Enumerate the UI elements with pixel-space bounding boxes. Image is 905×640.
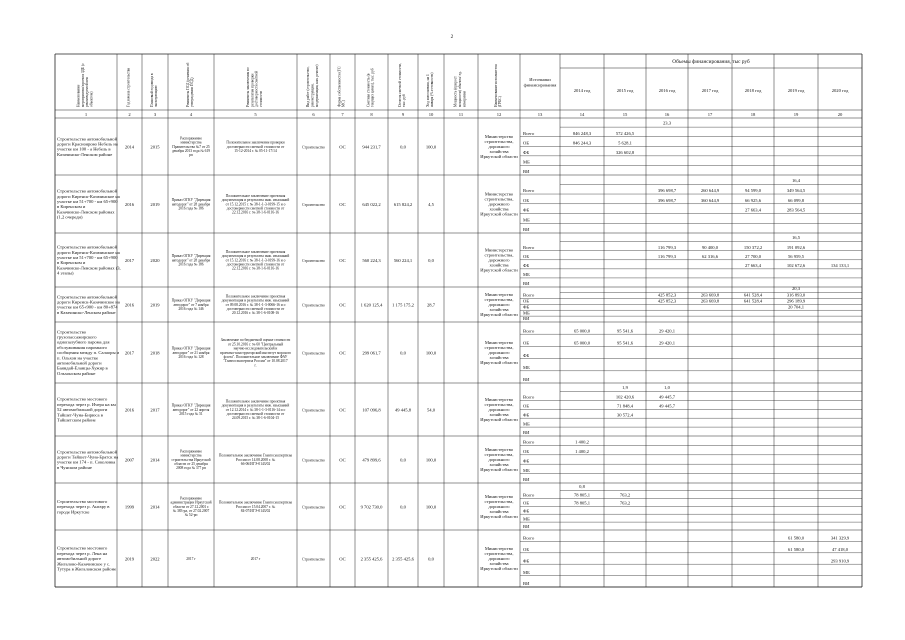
source-label: Всего bbox=[523, 244, 535, 250]
work-type: Строительство bbox=[302, 458, 325, 463]
psd-details: Приказ ОГКУ "Дирекция автодорог" от 28 декабря 2016 года № 186 bbox=[171, 198, 211, 211]
psd-details: Приказ ОГКУ "Дирекция автодорог" от 28 декабря 2016 года № 186 bbox=[171, 254, 211, 267]
expertise-details: Положительное заключение Главгосэкспертизы России от 15.04.2007 г. № 84-07/ИГЭ-0143/02 bbox=[218, 500, 293, 513]
column-number-16: 16 bbox=[664, 112, 670, 117]
source-label: ОБ bbox=[523, 547, 529, 552]
executor-name: Министерство строительства, дорожного хозяйства Иркутской области bbox=[480, 340, 518, 365]
column-number-11: 11 bbox=[458, 112, 464, 117]
end-year: 2015 bbox=[150, 144, 160, 150]
funding-value: 150 372,2 bbox=[743, 244, 763, 250]
year-header-4: 2017 год bbox=[701, 88, 719, 93]
funding-value: 47 418,0 bbox=[831, 547, 849, 552]
source-label: МБ bbox=[523, 421, 530, 427]
work-type: Строительство bbox=[302, 145, 325, 150]
start-year: 2019 bbox=[124, 556, 135, 562]
project-name: Строительство грузопассажирского однопалубного парома для обслуживания паромного сообщения между п. Салаоры и п. Ольхон на участке автомобильной дороги Баяндай-Еланцы-Хужир в Ольхонском районе bbox=[57, 329, 120, 376]
funding-value: 5 628,1 bbox=[618, 140, 632, 146]
project-name: Строительство автомобильной дороги Киренск-Казачинское на участке км 51+700 - км 65+900 в Киренском и Казачинско-Ленском районах (3, 4 этапы) bbox=[57, 244, 121, 276]
work-type: Строительство bbox=[302, 557, 325, 562]
funding-value: 27 700,0 bbox=[744, 253, 762, 259]
column-number-10: 10 bbox=[428, 112, 434, 117]
remaining-cost: 560 224,1 bbox=[393, 258, 413, 263]
funding-value: 763,2 bbox=[619, 492, 631, 498]
funding-value: 27 663,4 bbox=[744, 263, 762, 269]
funding-value: 78 805,1 bbox=[573, 492, 591, 498]
funding-value: 65 000,0 bbox=[573, 328, 591, 334]
work-type: Строительство bbox=[302, 351, 325, 356]
funding-value: 56 959,5 bbox=[787, 253, 805, 259]
funding-value: 1 400,2 bbox=[575, 439, 589, 445]
start-year: 1999 bbox=[124, 504, 135, 510]
ownership-form: ОС bbox=[339, 407, 346, 413]
source-label: ОБ bbox=[523, 197, 529, 203]
column-header-8: Сметная стоимость (втекущих ценах), тыс. руб bbox=[366, 68, 375, 107]
work-type: Строительство bbox=[302, 259, 325, 263]
funding-value: 260 644,9 bbox=[700, 188, 720, 194]
psd-details: Распоряжение министерства Правительства №7 от 25 декабря 2013 года № 619 рп bbox=[171, 136, 211, 158]
column-header-3: Плановый год ввода вэксплуатацию bbox=[149, 73, 159, 107]
source-label: ОБ bbox=[523, 340, 529, 346]
source-label: ФБ bbox=[523, 412, 530, 418]
psd-details: 2017 г bbox=[186, 556, 196, 561]
funding-value: 283 564,5 bbox=[786, 207, 806, 213]
column-number-3: 3 bbox=[153, 112, 157, 117]
source-label: ВИ bbox=[523, 377, 530, 383]
extra-value: 20,3 bbox=[791, 286, 801, 292]
funding-value: 71 848,4 bbox=[616, 403, 634, 409]
source-label: ВИ bbox=[523, 524, 530, 530]
column-header-4: Реквизиты ПСД (решения обутверждении ПСД) bbox=[185, 62, 195, 107]
start-year: 2017 bbox=[124, 258, 135, 263]
end-year: 2017 bbox=[150, 407, 160, 413]
funding-value: 846 248,3 bbox=[572, 130, 592, 136]
executor-name: Министерство строительства, дорожного хозяйства Иркутской области bbox=[480, 191, 518, 217]
column-number-18: 18 bbox=[750, 112, 756, 117]
source-label: ФБ bbox=[523, 150, 530, 156]
executor-name: Министерство строительства, дорожного хозяйства Иркутской области bbox=[480, 494, 518, 519]
readiness-percent: 100,0 bbox=[425, 144, 437, 150]
source-label: ВИ bbox=[523, 316, 530, 322]
estimated-cost: 299 061,7 bbox=[362, 350, 381, 356]
ownership-form: ОС bbox=[339, 556, 346, 562]
column-number-20: 20 bbox=[837, 112, 843, 117]
source-label: Всего bbox=[523, 328, 535, 334]
end-year: 2022 bbox=[150, 556, 160, 562]
source-label: Всего bbox=[523, 439, 535, 445]
column-number-6: 6 bbox=[312, 112, 315, 117]
source-label: МБ bbox=[523, 159, 530, 165]
readiness-percent: 54,0 bbox=[426, 407, 436, 413]
source-label: МБ bbox=[523, 310, 530, 316]
funding-value: 1 400,2 bbox=[575, 449, 589, 454]
column-header-6: Вид работ (строительство,реконструкция,модернизация, кап. ремонт) bbox=[306, 64, 319, 107]
source-label: ФБ bbox=[523, 352, 530, 358]
source-label: Всего bbox=[523, 292, 535, 298]
funding-value: 425 852,3 bbox=[657, 292, 677, 298]
funding-value: 62 316,6 bbox=[701, 253, 719, 259]
start-year: 2014 bbox=[124, 144, 135, 150]
source-label: ВИ bbox=[523, 169, 530, 175]
end-year: 2020 bbox=[150, 258, 160, 263]
extra-value: 1,9 bbox=[622, 384, 628, 390]
estimated-cost: 560 224,3 bbox=[362, 258, 381, 263]
funding-value: 296 189,9 bbox=[786, 298, 806, 304]
funding-value: 78 805,1 bbox=[573, 500, 591, 506]
funding-value: 27 663,4 bbox=[744, 207, 762, 213]
source-label: МБ bbox=[523, 365, 530, 370]
source-label: ФБ bbox=[523, 263, 530, 269]
project-name: Строительство автомобильной дороги Киренск-Казачинское на участке км 51+700 - км 65+900 в Киренском и Казачинско-Ленском районах (1,2 очереди) bbox=[57, 188, 120, 220]
funding-value: 641 528,4 bbox=[743, 298, 763, 304]
readiness-percent: 0,0 bbox=[428, 556, 434, 562]
funding-value: 30 572,4 bbox=[616, 412, 634, 418]
expertise-details: Положительное заключение проектная документация и результаты инж. изысканий от 12.12.2014 г. № 38-1-1-3-0116-14 и о достоверности сметной стоимости от 24.09.2015 г. № 38-1-6-0104-15 bbox=[221, 399, 290, 421]
funding-value: 326 602,8 bbox=[615, 150, 635, 156]
source-label: ФБ bbox=[523, 304, 530, 310]
executor-name: Министерство строительства, дорожного хозяйства Иркутской области bbox=[480, 546, 518, 571]
remaining-cost: 49 445,8 bbox=[394, 407, 412, 413]
remaining-cost: 0,0 bbox=[400, 350, 406, 356]
source-label: ОБ bbox=[523, 253, 529, 259]
end-year: 2014 bbox=[150, 504, 160, 510]
source-label: МБ bbox=[523, 569, 530, 575]
funding-value: 66 925,6 bbox=[744, 197, 762, 203]
end-year: 2018 bbox=[150, 350, 160, 356]
psd-details: Распоряжение администрации Иркутской области от 27.12.2001 г. № 383-ра, от 27.02.2007 № 52-рп bbox=[170, 496, 212, 518]
column-number-2: 2 bbox=[128, 112, 131, 117]
column-header-5: Реквизиты заключения порезультатам проверкидостоверности сметнойстоимости bbox=[245, 67, 264, 107]
funding-value: 191 092,6 bbox=[786, 244, 806, 250]
work-type: Строительство bbox=[302, 505, 325, 510]
project-name: Строительство автомобильной дороги Киренск-Казачинское на участке км 65+900 - км 80+874 в Казачинско-Ленском районе bbox=[57, 294, 120, 315]
project-name: Строительство мостового перехода через р. Лена на автомобильной дороге Жигалово-Казачинское у с. Тутура в Жигаловском районе bbox=[57, 545, 117, 572]
remaining-cost: 2 355 425,6 bbox=[392, 556, 414, 562]
funding-value: 116 799,3 bbox=[657, 244, 677, 250]
extra-value: 16,4 bbox=[791, 177, 801, 183]
ownership-form: ОС bbox=[339, 144, 346, 150]
end-year: 2019 bbox=[150, 302, 160, 308]
work-type: Строительство bbox=[302, 408, 325, 413]
start-year: 2016 bbox=[124, 202, 135, 207]
column-number-5: 5 bbox=[254, 112, 257, 117]
funding-value: 65 000,0 bbox=[573, 340, 591, 346]
ownership-form: ОС bbox=[339, 350, 346, 356]
year-header-7: 2020 год bbox=[831, 88, 849, 93]
remaining-cost: 615 824,2 bbox=[393, 202, 413, 207]
source-label: ОБ bbox=[523, 403, 529, 409]
remaining-cost: 0,0 bbox=[400, 504, 406, 510]
work-type: Строительство bbox=[302, 203, 325, 207]
funding-source-header: Источники финансирования bbox=[523, 76, 557, 88]
column-number-7: 7 bbox=[341, 112, 344, 117]
funding-value: 263 669,8 bbox=[700, 292, 720, 298]
column-number-9: 9 bbox=[401, 112, 405, 117]
source-label: ОБ bbox=[523, 500, 529, 506]
column-number-8: 8 bbox=[370, 112, 373, 117]
column-number-19: 19 bbox=[793, 112, 799, 117]
end-year: 2014 bbox=[150, 457, 160, 463]
source-label: ВИ bbox=[523, 581, 530, 587]
funding-value: 763,2 bbox=[619, 500, 631, 506]
column-header-7: Форма собственности (ГС/МС) bbox=[337, 65, 346, 107]
column-header-11: Мощность (приростмощности) объекта/ ед.измерения bbox=[453, 71, 467, 107]
readiness-percent: 4,5 bbox=[428, 202, 434, 207]
start-year: 2016 bbox=[124, 407, 135, 413]
source-label: ОБ bbox=[523, 298, 529, 304]
executor-name: Министерство строительства, дорожного хозяйства Иркутской области bbox=[480, 292, 518, 317]
source-label: МБ bbox=[523, 516, 530, 522]
year-header-5: 2018 год bbox=[744, 88, 762, 93]
expertise-details: Заключение по бюджетной оценке стоимости от 25.10.2016 г. № 60 "Центральный научно-исследовательский и проектно-конструкторский институт морского флота". Положительное заключение ФАУ "Главгосэкспертиза России" от 10.08.2017 г. bbox=[219, 338, 292, 368]
source-label: ВИ bbox=[523, 477, 530, 483]
funding-value: 95 541,6 bbox=[616, 340, 634, 346]
estimated-cost: 9 702 730,0 bbox=[360, 504, 383, 510]
psd-details: Распоряжение министерства строительства Иркутской области от 25 декабря 2008 года № 377 рп bbox=[171, 449, 211, 471]
volume-header: Объемы финансирования, тыс руб bbox=[672, 59, 750, 65]
readiness-percent: 28,7 bbox=[426, 302, 436, 308]
funding-value: 29 420,1 bbox=[658, 328, 676, 334]
executor-name: Министерство строительства, дорожного хозяйства Иркутской области bbox=[480, 397, 518, 422]
extra-value: 1,0 bbox=[664, 384, 670, 390]
source-label: ВИ bbox=[523, 281, 530, 287]
ownership-form: ОС bbox=[339, 202, 346, 207]
column-number-14: 14 bbox=[579, 112, 585, 117]
column-header-1: Наименованиемероприятия/проекта ЗДЕ (срекомендуемой иенобъектом) bbox=[76, 63, 94, 107]
estimated-cost: 1 620 125,4 bbox=[360, 302, 383, 308]
extra-value: 16,5 bbox=[791, 235, 801, 241]
funding-value: 116 799,3 bbox=[657, 253, 677, 259]
source-label: ФБ bbox=[523, 207, 530, 213]
funding-value: 66 099,8 bbox=[787, 197, 805, 203]
funding-value: 360 644,9 bbox=[700, 197, 720, 203]
source-label: Всего bbox=[523, 492, 535, 498]
column-header-9: Остаток сметной стоимости,тыс. руб bbox=[397, 63, 407, 107]
source-label: МБ bbox=[523, 467, 530, 473]
funding-value: 49 445,7 bbox=[658, 403, 676, 409]
column-number-13: 13 bbox=[537, 112, 543, 117]
source-label: Всего bbox=[523, 394, 535, 400]
funding-value: 134 133,1 bbox=[830, 263, 850, 269]
expertise-details: Положительное заключение проектная документация и результаты инж. изысканий от 15.12.2015 г. № 38-1-1-3-0199-15 и о достоверности сметной стоимости от 22.12.2016 г. № 38-1-6-0116-16 bbox=[221, 193, 290, 215]
funding-value: 90 400,0 bbox=[701, 244, 719, 250]
funding-value: 349 564,5 bbox=[786, 188, 806, 194]
estimated-cost: 2 355 425,6 bbox=[360, 556, 383, 562]
funding-value: 572 426,5 bbox=[615, 130, 635, 136]
funding-value: 293 910,9 bbox=[830, 558, 850, 564]
start-year: 2007 bbox=[124, 457, 135, 463]
expertise-details: 2017 г bbox=[250, 556, 261, 561]
funding-value: 425 852,3 bbox=[657, 298, 677, 304]
funding-value: 846 244,3 bbox=[572, 140, 592, 146]
funding-value: 263 669,8 bbox=[700, 298, 720, 304]
funding-value: 396 698,7 bbox=[657, 188, 677, 194]
column-header-2: Год начала строительства bbox=[126, 67, 131, 107]
ownership-form: ОС bbox=[339, 302, 346, 308]
source-label: ВИ bbox=[523, 430, 530, 436]
funding-value: 341 329,9 bbox=[830, 535, 850, 541]
executor-name: Министерство строительства, дорожного хозяйства Иркутской области bbox=[480, 134, 518, 159]
source-label: ФБ bbox=[523, 558, 530, 564]
expertise-details: Положительное заключение проверки достоверности сметной стоимости от 15-12-2014 г. № 05-11-17/14 bbox=[226, 140, 285, 153]
expertise-details: Положительное заключение Главгосэкспертизы России от 14.08.2008 г. № 66-06/ИГЭ-0143/02 bbox=[218, 453, 293, 466]
estimated-cost: 944 231,7 bbox=[362, 144, 381, 150]
estimated-cost: 107 096,8 bbox=[362, 407, 381, 413]
funding-value: 20 704,1 bbox=[787, 304, 805, 310]
extra-value: 23,3 bbox=[662, 120, 672, 126]
ownership-form: ОС bbox=[339, 457, 346, 463]
estimated-cost: 479 899,6 bbox=[362, 457, 381, 463]
funding-value: 29 420,1 bbox=[658, 340, 676, 346]
funding-value: 94 599,0 bbox=[744, 188, 762, 194]
expertise-details: Положительное заключение проектная документация и результаты инж. изысканий от 09.08.2016 г. № 38-1-1-3-0066-16 и о достоверности сметной стоимости от 20.12.2016 г. № 38-1-6-0108-16 bbox=[221, 294, 290, 316]
source-label: Всего bbox=[523, 130, 535, 136]
funding-value: 396 698,7 bbox=[657, 197, 677, 203]
psd-details: Приказ ОГКУ "Дирекция автодорог" от 21 ноября 2016 года № 128 bbox=[171, 346, 211, 359]
funding-value: 61 580,0 bbox=[787, 535, 805, 541]
page-number: 2 bbox=[450, 34, 454, 40]
year-header-6: 2019 год bbox=[787, 88, 805, 93]
funding-value: 102 420,6 bbox=[615, 394, 635, 400]
column-number-4: 4 bbox=[189, 112, 193, 117]
column-number-1: 1 bbox=[84, 112, 88, 117]
year-header-1: 2014 год bbox=[573, 88, 591, 93]
year-header-2: 2015 год bbox=[616, 88, 634, 93]
project-name: Строительство автомобильной дороги Тайшет-Чуна-Братск на участке км 174 - п. Соколовка в Чунском районе bbox=[57, 449, 119, 470]
work-type: Строительство bbox=[302, 303, 325, 308]
readiness-percent: 100,0 bbox=[425, 350, 437, 356]
funding-value: 49 445,7 bbox=[658, 394, 676, 400]
column-header-10: Ход исполнения, на 1января (% готовности) bbox=[425, 72, 435, 107]
readiness-percent: 0,0 bbox=[428, 258, 434, 263]
start-year: 2016 bbox=[124, 302, 135, 308]
source-label: МБ bbox=[523, 217, 530, 223]
source-label: ВИ bbox=[523, 227, 530, 233]
remaining-cost: 0,0 bbox=[400, 457, 406, 463]
project-name: Строительство автомобильной дороги Красноярово Небель на участке км 100 - а Небель в Казачинско-Ленском районе bbox=[57, 136, 118, 157]
column-number-17: 17 bbox=[707, 112, 713, 117]
ownership-form: ОС bbox=[339, 504, 346, 510]
project-name: Строительство мостового перехода через р. Ангару в городе Иркутске bbox=[57, 498, 110, 515]
readiness-percent: 100,0 bbox=[425, 457, 437, 463]
source-label: Всего bbox=[523, 188, 535, 194]
source-label: ФБ bbox=[523, 458, 530, 464]
funding-value: 641 528,4 bbox=[743, 292, 763, 298]
source-label: ФБ bbox=[523, 508, 530, 514]
ownership-form: ОС bbox=[339, 258, 346, 263]
remaining-cost: 0,0 bbox=[400, 144, 406, 150]
funding-value: 95 541,6 bbox=[616, 328, 634, 334]
funding-value: 102 672,6 bbox=[786, 263, 806, 269]
executor-name: Министерство строительства, дорожного хозяйства Иркутской области bbox=[480, 447, 518, 472]
expertise-details: Положительное заключение проектная документация и результаты инж. изысканий от 15.12.2016 г. № 38-1-1-3-0199-16 и о достоверности сметной стоимости от 22.12.2016 г. № 38-1-6-0116-16 bbox=[221, 249, 290, 271]
estimated-cost: 645 022,2 bbox=[362, 202, 381, 207]
funding-value: 61 580,0 bbox=[787, 547, 805, 552]
funding-value: 316 893,0 bbox=[786, 292, 806, 298]
column-number-15: 15 bbox=[622, 112, 628, 117]
psd-details: Приказ ОГКУ "Дирекция автодорог" от 22 апреля 2015 года № 51 bbox=[171, 403, 211, 416]
extra-value: 0,8 bbox=[579, 484, 585, 490]
remaining-cost: 1 175 175,2 bbox=[392, 302, 414, 308]
source-label: ОБ bbox=[523, 140, 529, 146]
column-header-12: Наименование исполнителя(ГРБС) bbox=[493, 64, 503, 107]
project-name: Строительство мостового перехода через р. Ичера на км 52 автомобильной дороги Тайшет-Чуна-Бирюса в Тайшетском районе bbox=[57, 396, 116, 423]
start-year: 2017 bbox=[124, 350, 135, 356]
source-label: МБ bbox=[523, 272, 530, 278]
year-header-3: 2016 год bbox=[658, 88, 676, 93]
source-label: ОБ bbox=[523, 449, 529, 454]
end-year: 2019 bbox=[150, 202, 160, 207]
psd-details: Приказ ОГКУ "Дирекция автодорог" от 7 ноября 2016 года № 146 bbox=[171, 298, 211, 311]
executor-name: Министерство строительства, дорожного хозяйства Иркутской области bbox=[480, 247, 518, 273]
column-number-12: 12 bbox=[496, 112, 502, 117]
readiness-percent: 100,0 bbox=[425, 504, 437, 510]
source-label: Всего bbox=[523, 535, 535, 541]
